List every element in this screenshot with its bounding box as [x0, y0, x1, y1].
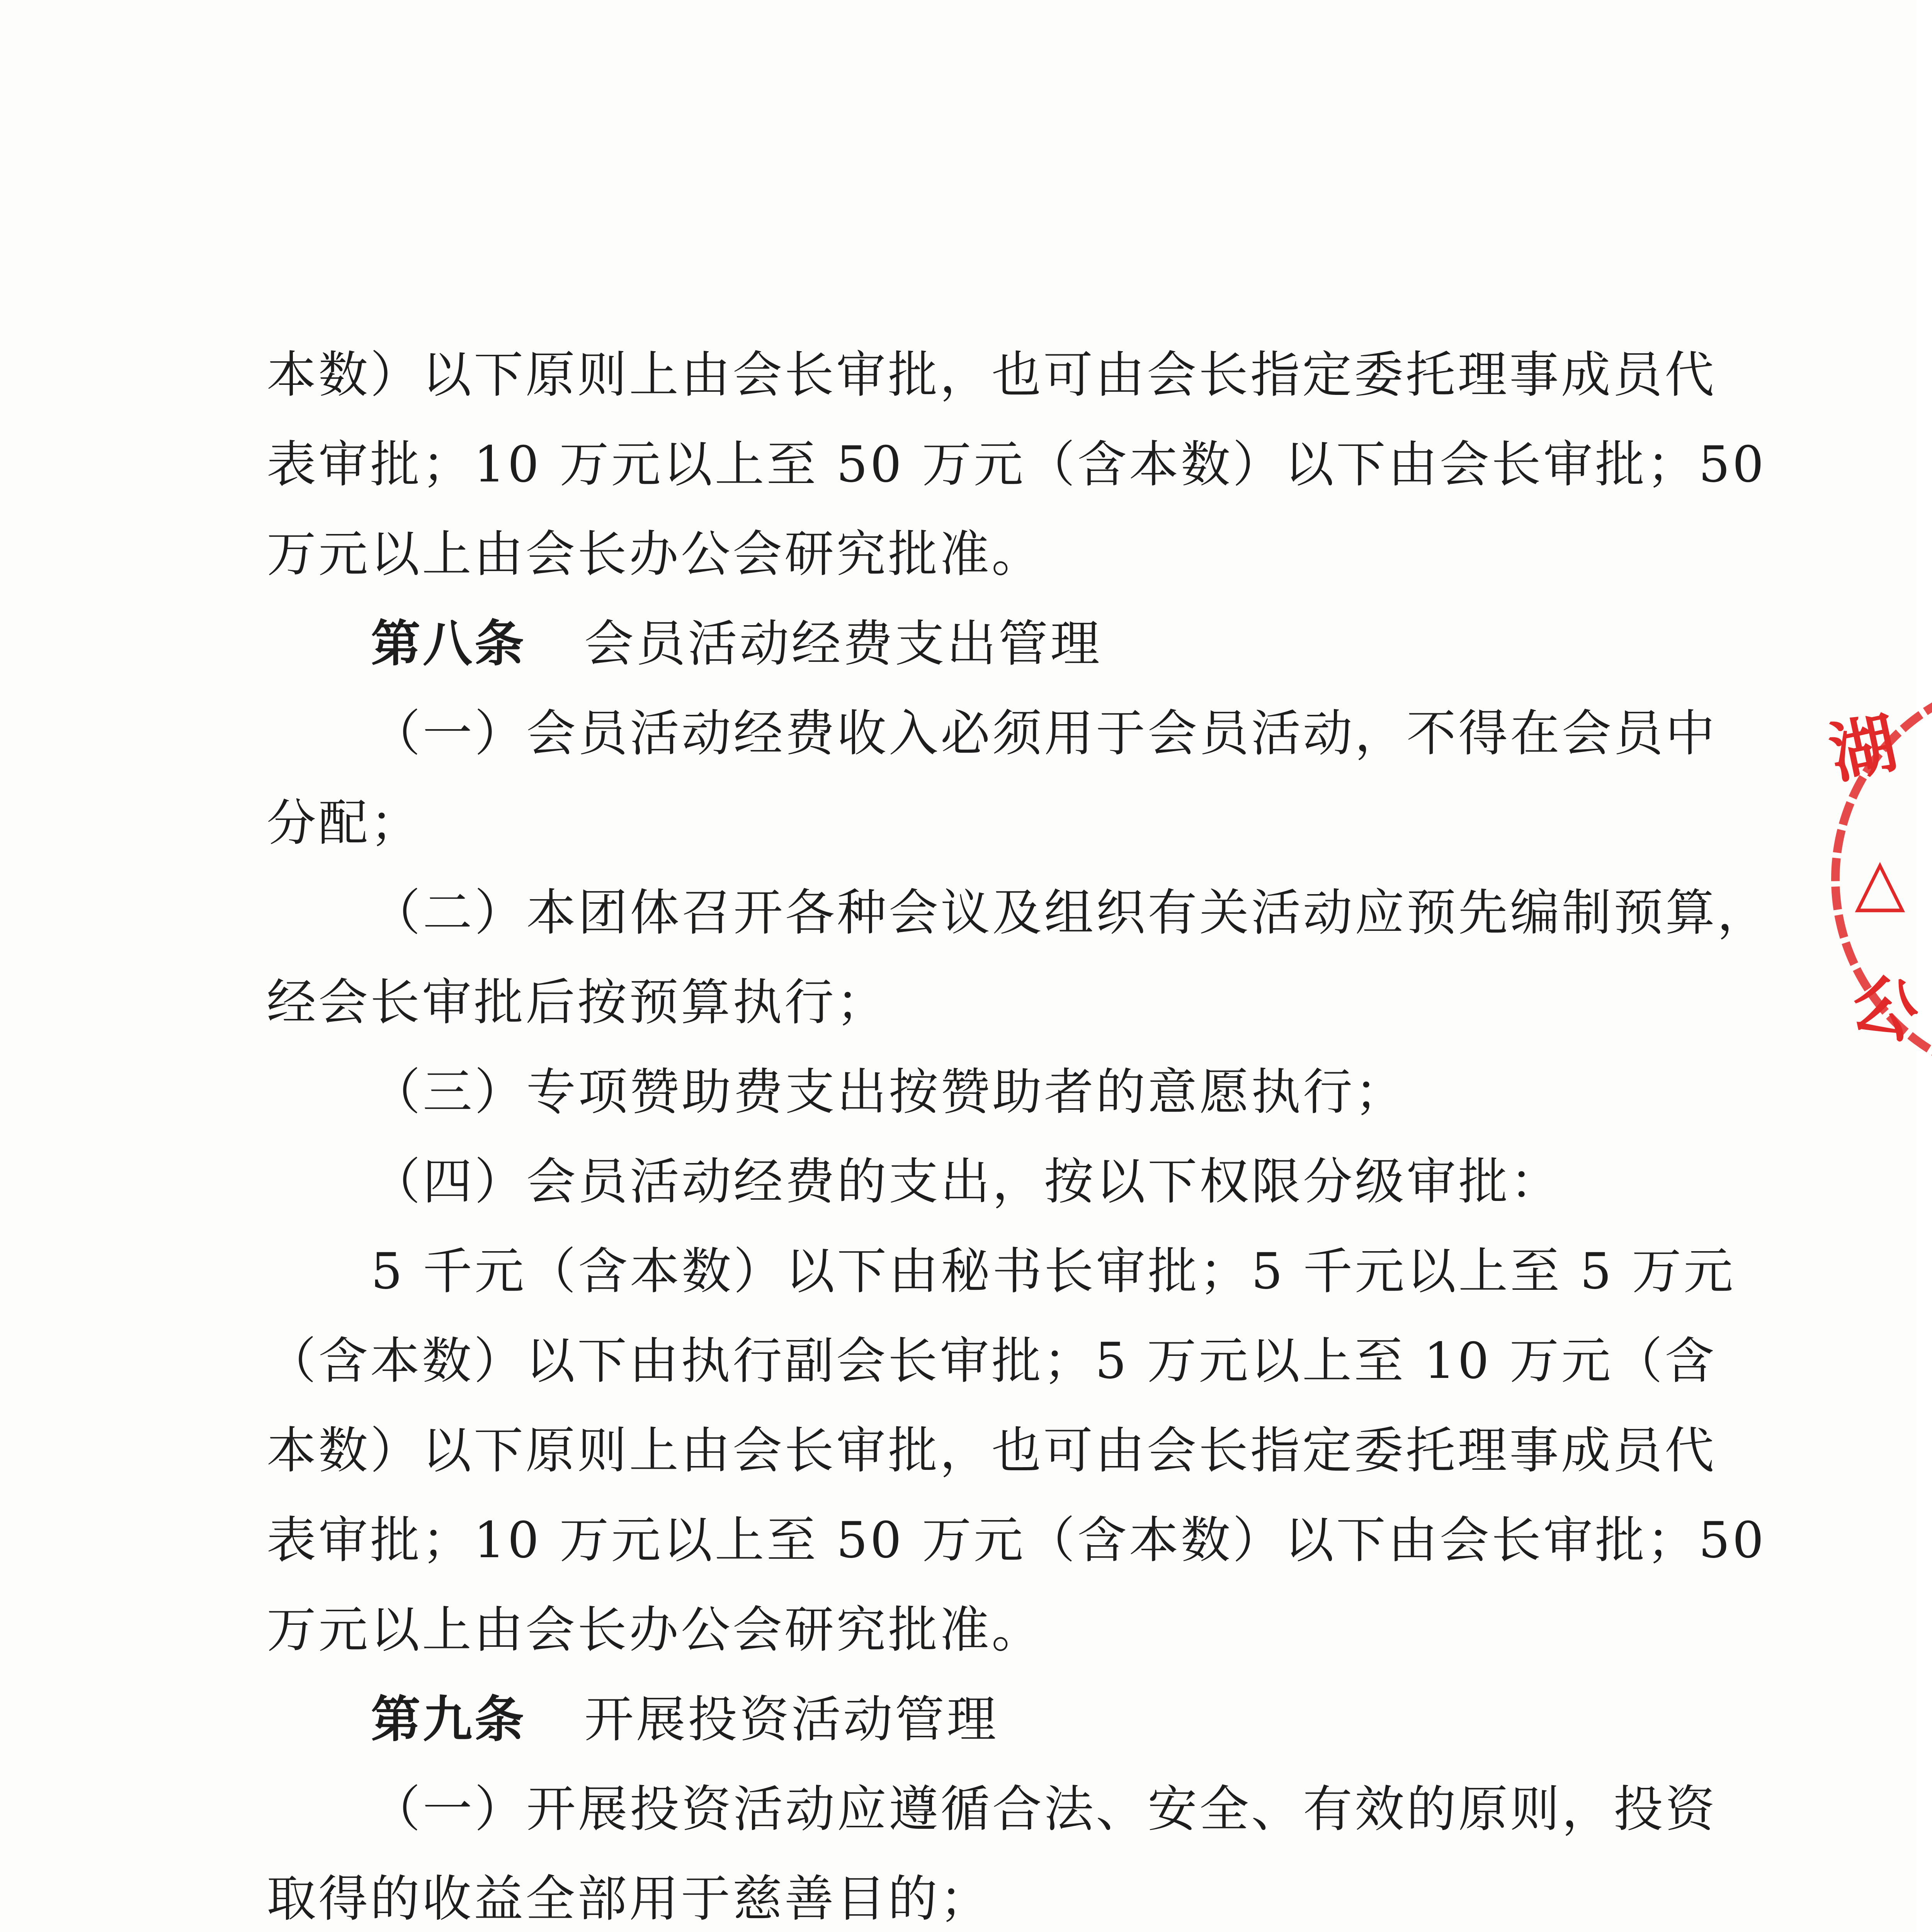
official-seal-stamp [1812, 657, 1932, 1101]
text-line: 本数）以下原则上由会长审批，也可由会长指定委托理事成员代 [267, 346, 1717, 404]
text-line: （四）会员活动经费的支出，按以下权限分级审批： [371, 1153, 1562, 1211]
text-line: （一）会员活动经费收入必须用于会员活动，不得在会员中 [371, 705, 1718, 762]
text-line: （一）开展投资活动应遵循合法、安全、有效的原则，投资 [371, 1781, 1718, 1838]
text-line: 分配； [267, 794, 422, 852]
text-line: 5 千元（含本数）以下由秘书长审批；5 千元以上至 5 万元 [371, 1243, 1736, 1300]
article-number: 第九条 [371, 1691, 527, 1748]
text-line: （二）本团体召开各种会议及组织有关活动应预先编制预算， [371, 884, 1769, 942]
article-title: 会员活动经费支出管理 [584, 615, 1102, 673]
text-line: （含本数）以下由执行副会长审批；5 万元以上至 10 万元（含 [267, 1332, 1717, 1390]
text-line: （三）专项赞助费支出按赞助者的意愿执行； [371, 1063, 1407, 1121]
text-line: 本数）以下原则上由会长审批，也可由会长指定委托理事成员代 [267, 1422, 1717, 1480]
document-body [267, 330, 1769, 1932]
text-line: 经会长审批后按预算执行； [267, 974, 888, 1031]
text-line: 表审批；10 万元以上至 50 万元（含本数）以下由会长审批；50 [267, 436, 1766, 493]
text-line: 表审批；10 万元以上至 50 万元（含本数）以下由会长审批；50 [267, 1512, 1766, 1569]
svg-text:公: 公 [1844, 963, 1927, 1054]
article-heading [267, 599, 1696, 689]
svg-text:△: △ [1855, 844, 1905, 920]
article-number: 第八条 [371, 615, 527, 673]
text-line: 万元以上由会长办公会研究批准。 [267, 526, 1044, 583]
article-title: 开展投资活动管理 [584, 1691, 999, 1748]
svg-text:湖: 湖 [1823, 704, 1904, 793]
article-heading [267, 1675, 1696, 1765]
text-line: 万元以上由会长办公会研究批准。 [267, 1601, 1044, 1659]
text-line: 取得的收益全部用于慈善目的； [267, 1870, 992, 1928]
